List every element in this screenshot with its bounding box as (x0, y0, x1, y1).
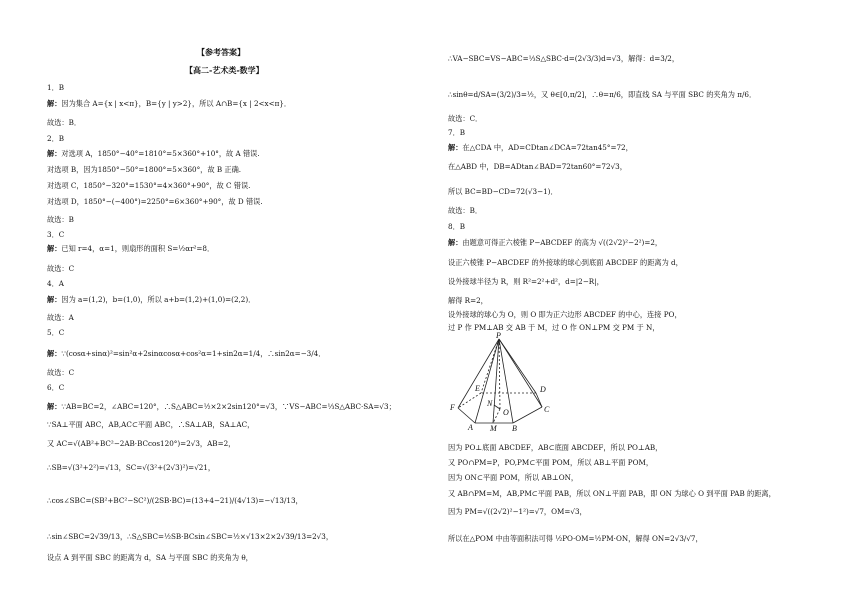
answer-line: 解：由题意可得正六棱锥 P−ABCDEF 的高为 √((2√2)²−2²)=2， (448, 238, 663, 247)
answer-line: 又 PO∩PM=P，PO,PM⊂平面 POM，所以 AB⊥平面 POM， (448, 458, 654, 467)
answer-line: ∵SA⊥平面 ABC，AB,AC⊂平面 ABC，∴SA⊥AB，SA⊥AC， (47, 420, 255, 429)
answer-line: 4．A (47, 279, 64, 288)
label-p: P (496, 331, 501, 340)
answer-line: 故选：B． (47, 118, 82, 127)
label-m: M (490, 424, 497, 433)
answer-line: 1．B (47, 83, 65, 92)
label-c: C (544, 405, 550, 414)
answer-line: 对选项 C，1850°−320°=1530°=4×360°+90°，故 C 错误. (47, 181, 251, 190)
answer-line: ∴sin∠SBC=2√39/13，∴S△SBC=½SB·BCsin∠SBC=½×√13×2×2√39/13=2√3， (47, 532, 334, 541)
lateral-edge (458, 339, 499, 408)
slant-pm (493, 339, 499, 423)
answer-line: ∴sinθ=d/SA=(3/2)/3=½，又 θ∈[0,π/2]，∴θ=π/6，即直线 SA 与平面 SBC 的夹角为 π/6． (448, 90, 757, 99)
answer-line: 又 AC=√(AB²+BC²−2AB·BCcos120°)=2√3，AB=2， (47, 439, 236, 448)
answer-line: 7．B (448, 128, 466, 137)
answer-subtitle: 【高二-艺术类-数学】 (185, 65, 264, 75)
label-b: B (512, 424, 517, 433)
label-e: E (475, 384, 480, 393)
answer-line: 设点 A 到平面 SBC 的距离为 d，SA 与平面 SBC 的夹角为 θ， (47, 553, 253, 562)
answer-line: 对选项 B，因为1850°−50°=1800°=5×360°，故 B 正确. (47, 165, 242, 174)
answer-line: 2．B (47, 134, 65, 143)
answer-line: 所以 BC=BD−CD=72(√3−1)． (448, 187, 558, 196)
answer-line: 解：∵AB=BC=2，∠ABC=120°，∴S△ABC=½×2×2sin120°=√3，∵VS−ABC=⅓S△ABC·SA=√3； (47, 402, 396, 411)
answer-title: 【参考答案】 (197, 47, 245, 57)
answer-line: 故选：B (47, 215, 74, 224)
segment-on (494, 405, 500, 409)
lateral-edge (475, 339, 499, 423)
answer-line: 解：对选项 A，1850°−40°=1810°=5×360°+10°，故 A 错误. (47, 149, 260, 158)
answer-line: ∴cos∠SBC=(SB²+BC²−SC²)/(2SB·BC)=(13+4−21)/(4√13)=−√13/13， (47, 496, 303, 505)
answer-line: 解：因为 a=(1,2)，b=(1,0)，所以 a+b=(1,2)+(1,0)=(2,2)． (47, 295, 256, 304)
answer-line: 设外接球半径为 R，则 R²=2²+d²，d=|2−R|， (448, 277, 604, 286)
base-edge (513, 407, 542, 423)
answer-line: 解：在△CDA 中，AD=CDtan∠DCA=72tan45°=72， (448, 143, 633, 152)
label-a: A (468, 423, 473, 432)
label-o: O (503, 408, 509, 417)
answer-line: 过 P 作 PM⊥AB 交 AB 于 M，过 O 作 ON⊥PM 交 PM 于 N， (448, 323, 660, 332)
answer-line: 故选：B． (448, 206, 483, 215)
answer-line: 3．C (47, 230, 65, 239)
answer-line: 设外接球的球心为 O，则 O 即为正六边形 ABCDEF 的中心，连接 PO， (448, 310, 682, 319)
answer-line: 解：已知 r=4，α=1，则扇形的面积 S=½αr²=8． (47, 244, 215, 253)
answer-line: 因为 PM=√((2√2)²−1²)=√7，OM=√3， (448, 507, 587, 516)
answer-line: 设正六棱锥 P−ABCDEF 的外接球的球心到底面 ABCDEF 的距离为 d， (448, 258, 683, 267)
answer-line: 所以在△POM 中由等面积法可得 ½PO·OM=½PM·ON，解得 ON=2√3/√7， (448, 534, 703, 543)
answer-line: 8．B (448, 222, 466, 231)
answer-line: 解得 R=2， (448, 296, 488, 305)
label-d: D (540, 385, 546, 394)
answer-line: 6．C (47, 383, 65, 392)
lateral-edge (499, 339, 542, 407)
answer-line: 故选：C (47, 264, 75, 273)
answer-line: 因为 ON⊂平面 POM，所以 AB⊥ON， (448, 473, 579, 482)
base-edge (458, 408, 475, 423)
answer-line: 5．C (47, 328, 65, 337)
hexagonal-pyramid-diagram (448, 333, 563, 443)
answer-line: 解：∵(cosα+sinα)²=sin²α+2sinαcosα+cos²α=1+sin2α=1/4，∴sin2α=−3/4． (47, 349, 326, 358)
label-f: F (450, 403, 455, 412)
answer-line: 对选项 D，1850°−(−400°)=2250°=6×360°+90°，故 D 错误. (47, 197, 263, 206)
answer-line: 故选：C (47, 368, 75, 377)
answer-line: 因为 PO⊥底面 ABCDEF，AB⊂底面 ABCDEF，所以 PO⊥AB， (448, 443, 663, 452)
answer-line: ∴VA−SBC=VS−ABC=⅓S△SBC·d=(2√3/3)d=√3，解得：d=3/2， (448, 54, 680, 63)
answer-line: ∴SB=√(3²+2²)=√13，SC=√(3²+(2√3)²)=√21， (47, 463, 216, 472)
hidden-base-edge (458, 393, 481, 408)
hidden-lateral-edge (481, 339, 499, 393)
answer-line: 又 AB∩PM=M，AB,PM⊂平面 PAB，所以 ON⊥平面 PAB，即 ON 为球心 O 到平面 PAB 的距离， (448, 489, 776, 498)
height-po (499, 339, 500, 409)
pyramid-svg (448, 333, 563, 443)
answer-line: 故选：C． (448, 114, 483, 123)
answer-line: 故选：A (47, 313, 74, 322)
answer-line: 在△ABD 中，DB=ADtan∠BAD=72tan60°=72√3， (448, 162, 627, 171)
answer-line: 解：因为集合 A={x | x<π}，B={y | y>2}，所以 A∩B={x | 2<x<π}． (47, 99, 292, 108)
lateral-edge (499, 339, 536, 393)
label-n: N (487, 399, 493, 408)
